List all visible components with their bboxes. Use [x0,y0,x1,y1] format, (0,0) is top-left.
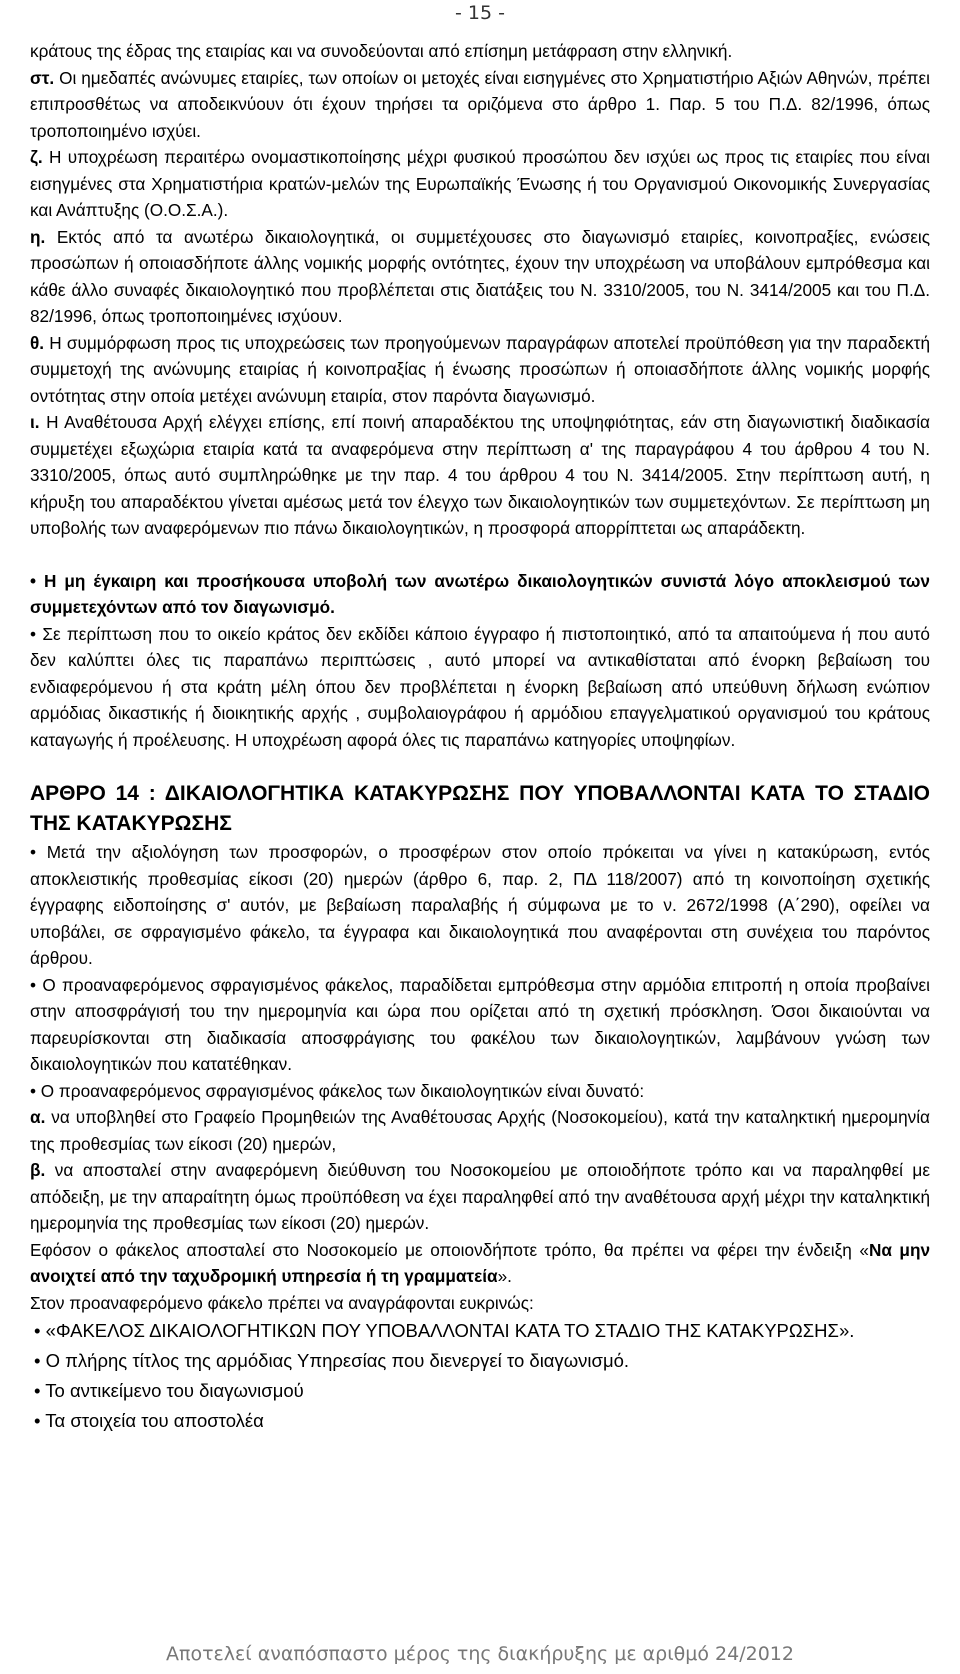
article-bullet-2: • Ο προαναφερόμενος σφραγισμένος φάκελος, παραδίδεται εμπρόθεσμα στην αρμόδια επιτροπή η οποία προβαίνει στην αποσφράγισή του την ημερομηνία και ώρα που ορίζεται από τη σχετική πρόσκληση. Όσοι δικαιούνται να παρευρίσκονται στη διαδικασία αποσφράγισης του φακέλου των δικαιολογητικών, λαμβάνουν γνώση των δικαιολογητικών που κατατέθηκαν. [30,974,930,1074]
paragraph-z [30,144,930,224]
envelope-intro: Στον προαναφερόμενο φάκελο πρέπει να αναγράφονται ευκρινώς: [30,1292,534,1313]
paragraph-st [30,65,930,145]
envelope-item-4: • Τα στοιχεία του αποστολέα [34,1410,264,1431]
item-label: ι. [30,412,40,432]
option-a [30,1104,930,1157]
envelope-item-2: • Ο πλήρης τίτλος της αρμόδιας Υπηρεσίας που διενεργεί το διαγωνισμό. [34,1350,630,1371]
item-text: να υποβληθεί στο Γραφείο Προμηθειών της Αναθέτουσας Αρχής (Νοσοκομείου), κατά την καταληκτική ημερομηνία της προθεσμίας των είκοσι (20) ημερών, [30,1107,930,1154]
item-label: θ. [30,332,45,353]
item-label: α. [30,1107,46,1127]
article-bullet-1: • Μετά την αξιολόγηση των προσφορών, ο προσφέρων στον οποίο πρόκειται να γίνει η κατακύρωση, εντός αποκλειστικής προθεσμίας είκοσι (20) ημερών (άρθρο 6, παρ. 2, ΠΔ 118/2007) από τη κοινοποίηση σχετικής έγγραφης ειδοποίησης σ' αυτόν, με βεβαίωση παραλαβής ή σύμφωνα με το ν. 2672/1998 (Α΄290), οφείλει να υποβάλει, σε σφραγισμένο φάκελο, τα έγγραφα και δικαιολογητικά που αναφέρονται στη συνέχεια του παρόντος άρθρου. [30,842,930,968]
item-text: να αποσταλεί στην αναφερόμενη διεύθυνση του Νοσοκομείου με οποιοδήποτε τρόπο και να παραληφθεί με απόδειξη, με την απαραίτητη όμως προϋπόθεση να έχει παραληφθεί από την αναθέτουσα αρχή μέχρι την καταληκτική ημερομηνία της προθεσμίας των είκοσι (20) ημερών. [30,1160,930,1233]
option-b [30,1157,930,1237]
paragraph-i [30,409,930,542]
paragraph-h [30,224,930,330]
bullet-exclusion: • Η μη έγκαιρη και προσήκουσα υποβολή των ανωτέρω δικαιολογητικών συνιστά λόγο αποκλεισμού των συμμετεχόντων από τον διαγωνισμό. [30,570,930,617]
item-text: Η Αναθέτουσα Αρχή ελέγχει επίσης, επί ποινή απαραδέκτου της υποψηφιότητας, εάν στη διαγωνιστική διαδικασία συμμετέχει εξωχώρια εταιρία κατά τα αναφερόμενα στην περίπτωση α' της παραγράφου 4 του άρθρου 4 του Ν. 3310/2005, όπως αυτό συμπληρώθηκε με την παρ. 4 του άρθρου 4 του Ν. 3414/2005. Στην περίπτωση αυτή, η κήρυξη του απαραδέκτου γίνεται αμέσως μετά τον έλεγχο των δικαιολογητικών των συμμετεχόντων. Σε περίπτωση μη υποβολής των αναφερόμενων πιο πάνω δικαιολογητικών, η προσφορά απορρίπτεται ως απαράδεκτη. [30,412,930,538]
article-bullet-3: • Ο προαναφερόμενος σφραγισμένος φάκελος των δικαιολογητικών είναι δυνατό: [30,1080,645,1101]
document-body [30,38,930,1436]
bullet-sworn-statement: • Σε περίπτωση που το οικείο κράτος δεν εκδίδει κάποιο έγγραφο ή πιστοποιητικό, από τα απαιτούμενα ή που αυτό δεν καλύπτει όλες τις παραπάνω περιπτώσεις , αυτό μπορεί να αντικαθίσταται από ένορκη βεβαίωση του ενδιαφερόμενου ή στα κράτη μέλη όπου δεν προβλέπεται η ένορκη βεβαίωση από υπεύθυνη δήλωση ενώπιον αρμόδιας δικαστικής ή διοικητικής αρχής , συμβολαιογράφου ή αρμόδιου επαγγελματικού οργανισμού του κράτους καταγωγής ή προέλευσης. Η υποχρέωση αφορά όλες τις παραπάνω κατηγορίες υποψηφίων. [30,623,930,750]
paragraph-continuation: κράτους της έδρας της εταιρίας και να συνοδεύονται από επίσημη μετάφραση στην ελληνική. [30,41,733,61]
item-text: Οι ημεδαπές ανώνυμες εταιρίες, των οποίων οι μετοχές είναι εισηγμένες στο Χρηματιστήριο Αξιών Αθηνών, πρέπει επιπροσθέτως να αποδεικνύουν ότι έχουν τηρήσει τα οριζόμενα στο άρθρο 1. Παρ. 5 του Π.Δ. 82/1996, όπως τροποποιημένο ισχύει. [30,67,930,141]
item-text: Εκτός από τα ανωτέρω δικαιολογητικά, οι συμμετέχουσες στο διαγωνισμό εταιρίες, κοινοπραξίες, ενώσεις προσώπων ή οποιασδήποτε άλλης νομικής μορφής οντότητες, έχουν την υποχρέωση να υποβάλουν εμπρόθεσμα και κάθε άλλο συναφές δικαιολογητικό που προβλέπεται στις διατάξεις του Ν. 3310/2005, του Ν. 3414/2005 και του Π.Δ. 82/1996, όπως τροποποιημένες ισχύουν. [30,226,930,326]
paragraph-th [30,330,930,410]
item-label: β. [30,1160,46,1180]
item-label: η. [30,226,46,247]
item-label: στ. [30,67,55,88]
item-label: ζ. [30,147,43,167]
item-text: Η υποχρέωση περαιτέρω ονομαστικοποίησης μέχρι φυσικού προσώπου δεν ισχύει ως προς τις εταιρίες που είναι εισηγμένες στα Χρηματιστήρια κρατών-μελών της Ευρωπαϊκής Ένωσης ή του Οργανισμού Οικονομικής Συνεργασίας και Ανάπτυξης (Ο.Ο.Σ.Α.). [30,147,930,220]
page-number: - 15 - [455,2,505,24]
notice-bold: Να μην ανοιχτεί από την ταχυδρομική υπηρεσία ή τη γραμματεία [30,1239,931,1286]
envelope-item-1: • «ΦΑΚΕΛΟΣ ΔΙΚΑΙΟΛΟΓΗΤΙΚΩΝ ΠΟΥ ΥΠΟΒΑΛΛΟΝΤΑΙ ΚΑΤΑ ΤΟ ΣΤΑΔΙΟ ΤΗΣ ΚΑΤΑΚΥΡΩΣΗΣ». [34,1320,855,1341]
notice-suffix: ». [497,1266,512,1286]
envelope-notice [30,1237,930,1290]
notice-prefix: Εφόσον ο φάκελος αποσταλεί στο Νοσοκομείο με οποιονδήποτε τρόπο, θα πρέπει να φέρει την ένδειξη « [30,1239,869,1260]
page-footer: Αποτελεί αναπόσπαστο μέρος της διακήρυξης με αριθμό 24/2012 [166,1643,794,1665]
item-text: Η συμμόρφωση προς τις υποχρεώσεις των προηγούμενων παραγράφων αποτελεί προϋπόθεση για την παραδεκτή συμμετοχή της ανώνυμης εταιρίας ή κοινοπραξίας ή ένωσης προσώπων ή οποιασδήποτε άλλης νομικής μορφής οντότητας στην οποία μετέχει ανώνυμη εταιρία, στον παρόντα διαγωνισμό. [30,332,930,406]
envelope-item-3: • Το αντικείμενο του διαγωνισμού [34,1380,304,1401]
article-heading: ΑΡΘΡΟ 14 : ΔΙΚΑΙΟΛΟΓΗΤΙΚΑ ΚΑΤΑΚΥΡΩΣΗΣ ΠΟΥ ΥΠΟΒΑΛΛΟΝΤΑΙ ΚΑΤΑ ΤΟ ΣΤΑΔΙΟ ΤΗΣ ΚΑΤΑΚΥΡΩΣΗΣ [30,782,930,835]
